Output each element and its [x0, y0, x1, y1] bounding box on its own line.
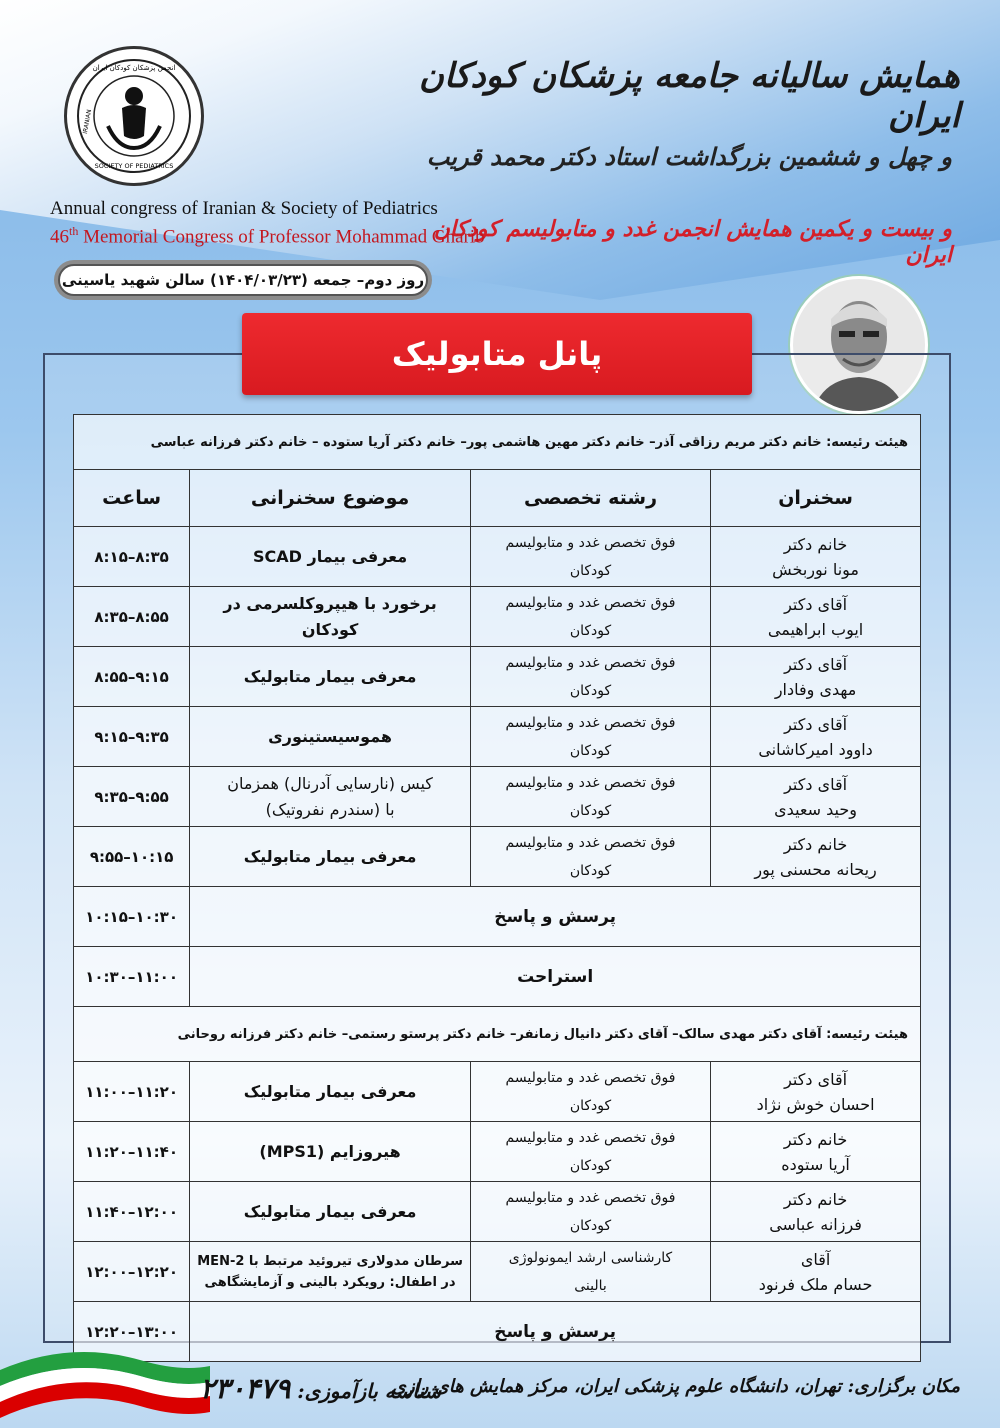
speaker-title: خانم دکتر [783, 834, 848, 854]
logo-text-left: IRANIAN [81, 108, 94, 135]
specialty-line1: فوق تخصص غدد و متابولیسم [505, 594, 676, 611]
specialty-cell [470, 707, 710, 767]
cme-code [200, 1372, 441, 1405]
time-cell: ۱۲:۰۰–۱۲:۲۰ [74, 1242, 190, 1302]
speaker-cell [711, 1182, 921, 1242]
society-logo [64, 46, 204, 186]
footer [0, 1346, 1000, 1428]
speaker-cell [711, 647, 921, 707]
speaker-title: آقای دکتر [784, 1069, 848, 1089]
qa-label: پرسش و پاسخ [190, 887, 921, 947]
cme-code-value: ۲۳۰۴۷۹ [200, 1372, 291, 1405]
speaker-cell [711, 707, 921, 767]
specialty-line1: فوق تخصص غدد و متابولیسم [505, 654, 676, 671]
topic-cell [190, 1242, 471, 1302]
specialty-cell [470, 1122, 710, 1182]
board-members-1: هیئت رئیسه: خانم دکتر مریم رزاقی آذر– خانم دکتر مهین هاشمی پور– خانم دکتر آریا ستوده – خانم دکتر فرزانه عباسی [74, 415, 921, 470]
speaker-name: آریا ستوده [781, 1154, 850, 1174]
specialty-line1: کارشناسی ارشد ایمونولوژی [508, 1249, 673, 1266]
table-row [74, 1062, 921, 1122]
topic-line1: سرطان مدولاری تیروئید مرتبط با MEN-2 [197, 1253, 463, 1269]
table-row [74, 1182, 921, 1242]
qa-time: ۱۰:۱۵–۱۰:۳۰ [74, 887, 190, 947]
specialty-line2: کودکان [569, 742, 612, 759]
speaker-title: آقای [800, 1249, 831, 1269]
english-title-suffix: th [69, 224, 79, 238]
english-title-line2 [50, 224, 485, 248]
qa-row [74, 887, 921, 947]
table-row [74, 707, 921, 767]
specialty-line1: فوق تخصص غدد و متابولیسم [505, 714, 676, 731]
table-row [74, 527, 921, 587]
speaker-cell [711, 827, 921, 887]
specialty-line1: فوق تخصص غدد و متابولیسم [505, 834, 676, 851]
speaker-title: آقای دکتر [784, 714, 848, 734]
specialty-line1: فوق تخصص غدد و متابولیسم [505, 1129, 676, 1146]
logo-text-bottom: SOCIETY OF PEDIATRICS [94, 162, 174, 170]
break-label: استراحت [190, 947, 921, 1007]
table-row [74, 647, 921, 707]
speaker-name: احسان خوش نژاد [756, 1094, 875, 1114]
speaker-cell [711, 587, 921, 647]
schedule-table [73, 414, 921, 1362]
time-cell: ۸:۱۵–۸:۳۵ [74, 527, 190, 587]
header-time: ساعت [74, 470, 190, 527]
specialty-cell [470, 527, 710, 587]
speaker-cell [711, 1242, 921, 1302]
day-info-badge: روز دوم– جمعه (۱۴۰۴/۰۳/۲۳) سالن شهید یاسینی [58, 264, 428, 296]
table-header-row [74, 470, 921, 527]
speaker-name: داوود امیرکاشانی [758, 739, 873, 759]
speaker-name: مونا نوربخش [772, 559, 859, 579]
specialty-line1: فوق تخصص غدد و متابولیسم [505, 1189, 676, 1206]
specialty-line2: کودکان [569, 1217, 612, 1234]
specialty-line2: بالینی [574, 1277, 607, 1294]
time-cell: ۱۱:۰۰–۱۱:۲۰ [74, 1062, 190, 1122]
qa-label: پرسش و پاسخ [190, 1302, 921, 1362]
table-row [74, 1122, 921, 1182]
specialty-line2: کودکان [569, 862, 612, 879]
logo-text-top: انجمن پزشکان کودکان ایران [92, 64, 176, 72]
speaker-title: آقای دکتر [784, 594, 848, 614]
time-cell: ۹:۳۵–۹:۵۵ [74, 767, 190, 827]
specialty-line1: فوق تخصص غدد و متابولیسم [505, 534, 676, 551]
table-row [74, 1242, 921, 1302]
speaker-name: ریحانه محسنی پور [754, 859, 877, 879]
speaker-title: خانم دکتر [783, 1189, 848, 1209]
break-row [74, 947, 921, 1007]
specialty-cell [470, 1182, 710, 1242]
specialty-cell [470, 827, 710, 887]
speaker-name: حسام ملک فرنود [758, 1274, 873, 1294]
english-title-rest: Memorial Congress of Professor Mohammad Gharib [78, 226, 485, 248]
topic-line2: در اطفال: رویکرد بالینی و آزمایشگاهی [204, 1274, 456, 1290]
topic-line2: با (سندرم نفروتیک) [265, 799, 395, 819]
venue-text: مکان برگزاری: تهران، دانشگاه علوم پزشکی ایران، مرکز همایش های رازی [391, 1376, 960, 1397]
time-cell: ۸:۵۵–۹:۱۵ [74, 647, 190, 707]
speaker-cell [711, 1122, 921, 1182]
topic-cell: معرفی بیمار متابولیک [190, 647, 471, 707]
english-title-number: 46 [50, 226, 69, 248]
topic-cell: معرفی بیمار متابولیک [190, 1182, 471, 1242]
topic-cell [190, 767, 471, 827]
specialty-line2: کودکان [569, 682, 612, 699]
header-specialty: رشته تخصصی [470, 470, 710, 527]
memorial-subtitle: و چهل و ششمین بزرگداشت استاد دکتر محمد قریب [426, 142, 952, 171]
speaker-name: ایوب ابراهیمی [767, 619, 864, 639]
society-logo-icon [74, 56, 194, 176]
specialty-line2: کودکان [569, 1097, 612, 1114]
table-row [74, 587, 921, 647]
topic-cell: معرفی بیمار متابولیک [190, 1062, 471, 1122]
cme-code-label: شناسه بازآموزی: [297, 1379, 442, 1403]
specialty-line2: کودکان [569, 1157, 612, 1174]
specialty-line2: کودکان [569, 802, 612, 819]
specialty-cell [470, 587, 710, 647]
speaker-title: آقای دکتر [784, 654, 848, 674]
endocrine-congress-title: و بیست و یکمین همایش انجمن غدد و متابولیسم کودکان ایران [433, 216, 952, 268]
table-row [74, 827, 921, 887]
time-cell: ۱۱:۲۰–۱۱:۴۰ [74, 1122, 190, 1182]
topic-cell: معرفی بیمار SCAD [190, 527, 471, 587]
specialty-cell [470, 647, 710, 707]
specialty-cell [470, 1242, 710, 1302]
qa-time: ۱۲:۲۰–۱۳:۰۰ [74, 1302, 190, 1362]
table-row [74, 767, 921, 827]
header-topic: موضوع سخنرانی [190, 470, 471, 527]
speaker-title: آقای دکتر [784, 774, 848, 794]
board-members-2: هیئت رئیسه: آقای دکتر مهدی سالک– آقای دکتر دانیال زمانفر– خانم دکتر پرستو رستمی– خانم دکتر فرزانه روحانی [74, 1007, 921, 1062]
break-time: ۱۰:۳۰–۱۱:۰۰ [74, 947, 190, 1007]
topic-cell: هیروزایم (MPS1) [190, 1122, 471, 1182]
congress-title: همایش سالیانه جامعه پزشکان کودکان ایران [418, 56, 960, 136]
topic-cell: هموسیستینوری [190, 707, 471, 767]
topic-cell: معرفی بیمار متابولیک [190, 827, 471, 887]
topic-cell: برخورد با هیپروکلسرمی در کودکان [190, 587, 471, 647]
speaker-cell [711, 767, 921, 827]
topic-line1: کیس (نارسایی آدرنال) همزمان [227, 773, 433, 793]
speaker-name: مهدی وفادار [774, 679, 857, 699]
speaker-title: خانم دکتر [783, 1129, 848, 1149]
specialty-line2: کودکان [569, 622, 612, 639]
time-cell: ۹:۱۵–۹:۳۵ [74, 707, 190, 767]
specialty-cell [470, 1062, 710, 1122]
panel-title-banner: پانل متابولیک [242, 313, 752, 395]
specialty-cell [470, 767, 710, 827]
specialty-line1: فوق تخصص غدد و متابولیسم [505, 1069, 676, 1086]
time-cell: ۱۱:۴۰–۱۲:۰۰ [74, 1182, 190, 1242]
speaker-cell [711, 1062, 921, 1122]
time-cell: ۹:۵۵–۱۰:۱۵ [74, 827, 190, 887]
specialty-line2: کودکان [569, 562, 612, 579]
specialty-line1: فوق تخصص غدد و متابولیسم [505, 774, 676, 791]
speaker-title: خانم دکتر [783, 534, 848, 554]
speaker-name: فرزانه عباسی [769, 1214, 862, 1234]
speaker-cell [711, 527, 921, 587]
header-speaker: سخنران [711, 470, 921, 527]
speaker-name: وحید سعیدی [774, 799, 857, 819]
english-title-line1: Annual congress of Iranian & Society of Pediatrics [50, 198, 438, 219]
time-cell: ۸:۳۵–۸:۵۵ [74, 587, 190, 647]
